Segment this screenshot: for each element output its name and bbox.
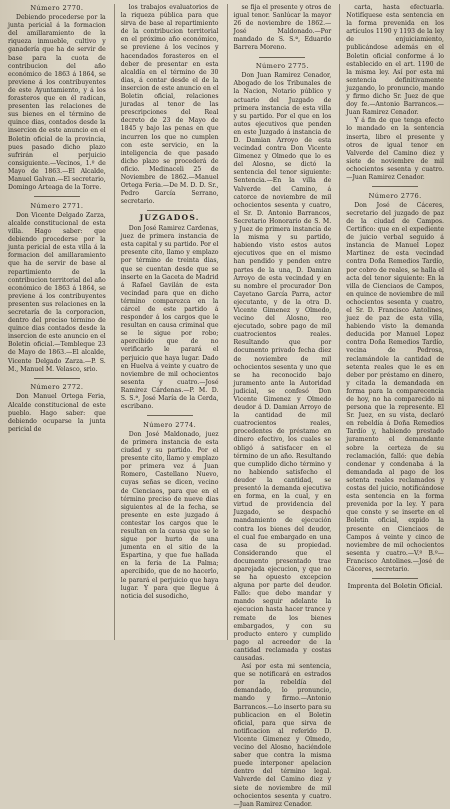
column-3 (227, 4, 332, 808)
notice-2775-text: Don Juan Ramirez Cenador, Abogado de los Tribunales de la Nacion, Notario público y actuario del Juzgado de primera instancia de esta villa y su partido. Por el que en los autos ejecutivos que penden en este Juzgado á instancia de D. Damian Arroyo de esta vecindad contra Don Vicente Gimenez y Olmedo que lo es del Alosno, se dictó la sentencia del tenor siguiente: Sentencia.—En la villa de Valverde del Camino, á catorce de noviembre de mil ochocientos sesenta y cuatro, el Sr. D. Antonio Barrancos, Secretario Honorario de S. M. y Juez de primera instancia de la misma y su partido, habiendo visto estos autos ejecutivos que en el mismo han pendido y penden entre partes de la una, D. Damian Arroyo de esta vecindad y en su nombre el procurador Don Cayetano García Parra, actor ejecutante, y de la otra D. Vicente Gimenez y Olmedo, vecino del Alosno, reo ejecutado, sobre pago de mil cuatrocientos reales. Resultando que por documento privado fecha diez de noviembre de mil ochocientos sesenta y uno que se ha reconocido bajo juramento ante la Autoridad judicial, se confesó Don Vicente Gimenez y Olmedo deudor á D. Damian Arroyo de la cantidad de mil cuatrocientos reales, procedentes de préstamo en dinero efectivo, los cuales se obligó á satisfacer en el término de un año. Resultando que cumplido dicho término y no habiendo satisfecho el deudor la cantidad, se presentó la demanda ejecutiva en forma, en la cual, y en virtud de providencia del Juzgado, se despachó mandamiento de ejecución contra los bienes del deudor, el cual fue embargado en una casa de su propiedad. Considerando que el documento presentado trae aparejada ejecucion, y que no se ha opuesto excepcion alguna por parte del deudor. Fallo: que debo mandar y mando seguir adelante la ejecucion hasta hacer trance y remate de los bienes embargados, y con su producto entero y cumplido pago al acreedor de la cantidad reclamada y costas causadas. (233, 72, 332, 662)
section-heading-juzgados: JUZGADOS. (139, 212, 200, 222)
printer-imprint: Imprenta del Boletin Oficial. (347, 581, 443, 590)
column-1 (8, 4, 106, 640)
notice-2774-text: Don José Maldonado, juez de primera instancia de esta ciudad y su partido. Por el presente cito, llamo y emplazo por primera vez á Juan Romero, Castellano Nuevo, cuyas señas se dicen, vecino de Cienciaos, para que en el término preciso de nueve dias siguientes al de la fecha, se presente en este juzgado á contestar los cargos que le resultan en la causa que se le sigue por hurto de una jumenta en el sitio de la Espartina, y que fue hallada en la feria de La Palma; apercibido, que de no hacerlo, le parará el perjuicio que haya lugar. Y para que llegue á noticia del susodicho, (120, 430, 219, 600)
column-4 (339, 4, 444, 640)
notice-2772-continued: los trabajos evaluatorios de la riqueza pública para que sirva de base al repartimiento de la contribucion territorial en el próximo año económico, se previene á los vecinos y hacendados forasteros en el deber de presentar en esta alcaldía en el término de 30 dias, á contar desde el de la insercion de este anuncio en el Boletin oficial, relaciones juradas al tenor de las prescripciones del Real decreto de 23 de Mayo de 1845 y bajo las penas en que incurren los que no cumplen con este servicio, en la inteligencia de que pasado dicho plazo se procederá de oficio. Medinaceli 25 de Noviembre de 1862.—Manuel Ortega Feria.—De M. D. D. Sr., Pedro García Serrano, secretario. (120, 4, 219, 206)
divider-rule (34, 378, 80, 379)
divider-rule (372, 186, 418, 187)
divider-rule (147, 210, 193, 211)
notice-number-2776: Número 2776. (368, 191, 422, 200)
notice-2774-continued: se fija el presente y otros de igual tenor. Sanlúcar la mayor 26 de noviembre de 1862.—José Maldonado.—Por mandado de S. S.ª, Eduardo Barrera Moreno. (233, 4, 332, 52)
divider-rule (34, 196, 80, 197)
notice-2771-text: Don Vicente Delgado Zarza, alcalde constitucional de esta villa. Hago saber: que debiendo procederse por la junta pericial de esta villa á la formacion del amillaramiento que ha de servir de base al repartimiento de la contribucion territorial del año económico de 1863 á 1864, se previene á los contribuyentes presenten sus relaciones en la secretaría de la corporacion, dentro del preciso término de quince dias contados desde la insercion de este anuncio en el Boletin oficial.—Tembleque 23 de Mayo de 1863.—El alcalde, Vicente Delgado Zarza.—P. S. M., Manuel M. Velasco, srio. (8, 211, 106, 373)
notice-number-2771: Número 2771. (30, 201, 84, 210)
notice-2772-text: Don Manuel Ortega Feria, Alcalde constitucional de este pueblo. Hago saber: que debiendo ocuparse la junta pericial de (8, 393, 106, 433)
notice-number-2775: Número 2775. (255, 62, 309, 71)
notice-2775-closing: Y á fin de que tenga efecto lo mandado en la sentencia inserta, libro el presente y otros de igual tenor en Valverde del Camino diez y siete de noviembre de mil ochocientos sesenta y cuatro.—Juan Ramirez Cenador. (346, 117, 444, 181)
divider-rule (147, 415, 193, 416)
column-2 (114, 4, 219, 640)
notice-2776-text: Don José de Cáceres, secretario del juzgado de paz de la ciudad de Campos. Certifico: que en el expediente de juicio verbal seguido á instancia de Manuel Lopez Martinez de esta vecindad contra Doña Remedios Tardío, por cobro de reales, se halla el acta del tenor siguiente: En la villa de Cienciaos de Campos, en quince de noviembre de mil ochocientos sesenta y cuatro, el Sr. D. Francisco Antolines, juez de paz de esta villa, habiendo visto la demanda deducida por Manuel Lopez contra Doña Remedios Tardío, vecina de Pedrosa, reclamándole la cantidad de setenta reales que le es en deber por préstamo en dinero, y citada la demandada en forma para la comparecencia de hoy, no ha comparecido ni persona que la represente. El Sr. Juez, en su vista, declaró en rebeldía á Doña Remedios Tardío y, habiendo prestado juramento el demandante sobre la certeza de su reclamación, falló: que debía condenar y condenaba á la demandada al pago de los setenta reales reclamados y costas del juicio, notificándose esta sentencia en la forma prevenida por la ley. Y para que conste y se inserte en el Boletin oficial, expido la presente en Cienciaos de Campos á veinte y cinco de noviembre de mil ochocientos sesenta y cuatro.—V.º B.º—Francisco Antolines.—José de Cáceres, secretario. (346, 201, 444, 573)
notice-number-2774: Número 2774. (143, 420, 197, 429)
notice-juzgado-huelva: Don José Ramirez Cardenas, juez de primera instancia de esta capital y su partido. Por el presente cito, llamo y emplazo por término de treinta dias, que se cuentan desde que se inserte en la Gaceta de Madrid á Rafael Gavilán de esta vecindad para que en dicho término comparezca en la cárcel de este partido á responder á los cargos que le resultan en causa criminal que se le sigue por robo; apercibido que de no verificarlo le parará el perjuicio que haya lugar. Dado en Huelva á veinte y cuatro de noviembre de mil ochocientos sesenta y cuatro.—José Ramirez Cárdenas.—P. M. D. S. S.ª, José María de la Cerda, escribano. (120, 225, 219, 411)
notice-2775-ending: Así por esta mi sentencia, que se notificará en estrados por la rebeldía del demandado, lo pronuncio, mando y firmo.—Antonio Barrancos.—Lo inserto para su publicacion en el Boletin oficial, para que sirva de notificacion al referido D. Vicente Gimenez y Olmedo, vecino del Alosno, haciéndole saber que contra la misma puede interponer apelacion dentro del término legal. Valverde del Camino diez y siete de noviembre de mil ochocientos sesenta y cuatro.—Juan Ramirez Cenador. (233, 663, 332, 808)
notice-number-2770: Número 2770. (30, 4, 84, 12)
notice-number-2772: Número 2772. (30, 383, 84, 392)
divider-rule (259, 57, 305, 58)
notice-2770-text: Debiendo procederse por la junta pericial á la formacion del amillaramiento de la riqueza inmueble, cultivo y ganadería que ha de servir de base para la cuota de contribucion del año económico de 1863 á 1864, se previene á los contribuyentes de este Ayuntamiento, y á los forasteros que en él radican, presenten las relaciones de sus bienes en el término de quince dias, contados desde la insercion de este anuncio en el Boletin oficial de la provincia, pues pasado dicho plazo sufrirán el perjuicio consiguiente.—Vecinos, 1.º de Mayo de 1863.—El Alcalde, Manuel Galvan.—El secretario, Domingo Arteaga de la Torre. (8, 14, 106, 192)
divider-rule (372, 578, 418, 579)
notice-2775-continued: carta, hasta efectuarla. Notifíquese esta sentencia en la forma prevenida en los artículos 1190 y 1193 de la ley de enjuiciamiento, publicándose además en el Boletin oficial conforme á lo establecido en el art. 1190 de la misma ley. Así por esta mi sentencia definitivamente juzgando, lo pronuncio, mando y firmo dicho Sr. Juez de que doy fe.—Antonio Barrancos.—Juan Ramirez Cenador. (346, 4, 444, 117)
